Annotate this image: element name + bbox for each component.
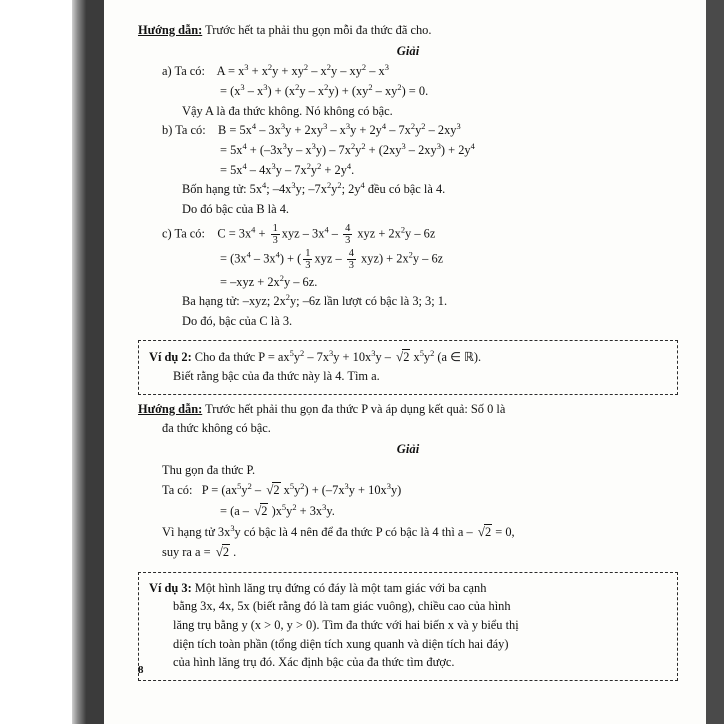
example-2-sol-line-1: Ta có: $P = (ax^5y^2 - √2$ $x^5y^2) + (-7x^3y + 10x^3y)$ (138, 481, 678, 500)
guide-label-2: Hướng dẫn: (138, 401, 203, 416)
example-2-lead: Ta có: (162, 483, 193, 498)
sqrt-symbol-4: √2 (477, 523, 492, 539)
sqrt-symbol-3: √2 (254, 502, 268, 518)
item-c-lead: c) Ta có: (162, 226, 205, 241)
item-b-line-1: b) Ta có: $B = 5x^4 - 3x^3y + 2xy^3 - x^3y + 2y^4 - 7x^2y^2 - 2xy^3$ (162, 121, 461, 138)
sqrt-symbol-5: √2 (215, 544, 230, 560)
fraction-four-thirds: $\frac{4}{3}$ (345, 222, 351, 246)
example-3-line-4: diện tích toàn phần (tổng diện tích xung quanh và diện tích hai đáy) (173, 636, 509, 651)
item-a-line-1: a) Ta có: $A = x^3 + x^2y + xy^2 - x^2y - xy^2 - x^3$ (162, 62, 389, 79)
item-b-lead: b) Ta có: (162, 123, 206, 138)
solution-heading-2: Giải (396, 441, 420, 456)
example-2-label: Ví dụ 2: (149, 350, 192, 365)
fraction-one-third-2: $\frac{1}{3}$ (305, 247, 311, 271)
guide-text-1: Trước hết ta phải thu gọn mỗi đa thức đã cho. (202, 23, 432, 37)
example-3-line-3: lăng trụ bằng y (x > 0, y > 0). Tìm đa thức với hai biến x và y biểu thị (173, 617, 519, 632)
item-c-line-2: = $(3x^4 - 3x^4)$ + ( $\frac{1}{3}$ xyz – $\frac{4}{3}$ $xyz) + 2x^2y - 6z$ (220, 247, 444, 271)
sqrt-symbol-2: √2 (266, 482, 280, 498)
book-gutter (86, 0, 104, 724)
example-3-text-1: Một hình lăng trụ đứng có đáy là một tam giác với ba cạnh (191, 580, 487, 595)
example-2-line-2: Biết rằng bậc của đa thức này là 4. Tìm a. (173, 368, 380, 383)
example-2-sol-line-0: Thu gọn đa thức P. (162, 462, 256, 477)
item-a-note: Vậy A là đa thức không. Nó không có bậc. (182, 103, 393, 118)
fraction-four-thirds-2: $\frac{4}{3}$ (348, 247, 354, 271)
example-2-sol-line-3: Vì hạng tử $3x^3y$ có bậc là 4 nên để đa thức P có bậc là 4 thì a – √2 = 0, (138, 523, 678, 542)
page-content (138, 22, 678, 687)
example-2-box (138, 340, 678, 394)
guide-text-2: Trước hết phải thu gọn đa thức P và áp dụng kết quả: Số 0 là (202, 401, 506, 416)
example-3-label: Ví dụ 3: (149, 580, 192, 595)
page-right-edge (706, 0, 724, 724)
page-number: 8 (138, 664, 144, 676)
item-c-line-3: = $-xyz + 2x^2y - 6z$. (220, 272, 318, 289)
item-b-note-2: Do đó bậc của B là 4. (182, 201, 290, 216)
example-2-sol-line-4: suy ra a = √2 . (138, 543, 678, 562)
page-left-margin (0, 0, 72, 724)
guide-label-1: Hướng dẫn: (138, 23, 203, 37)
example-3-box (138, 572, 678, 681)
book-gutter-shadow (72, 0, 86, 724)
item-a-line-2: = $(x^3 - x^3) + (x^2y - x^2y) + (xy^2 - xy^2) = 0$. (220, 81, 429, 99)
item-b-note-1: Bốn hạng tử: $5x^4$; $-4x^3y$; $-7x^2y^2$; $2y^4$ đều có bậc là 4. (182, 180, 446, 197)
item-a-lead: a) Ta có: (162, 64, 205, 79)
sqrt-symbol-1: √2 (396, 349, 410, 365)
page-paper (104, 0, 706, 724)
example-3-line-1 (149, 580, 667, 598)
solution-heading-1: Giải (396, 43, 420, 58)
example-2-sol-line-2: = (a – √2 )$x^5y^2 + 3x^3y$. (138, 502, 678, 521)
item-b-line-3: = $5x^4 - 4x^3y - 7x^2y^2 + 2y^4$. (220, 160, 355, 177)
example-3-line-5: của hình lăng trụ đó. Xác định bậc của đa thức tìm được. (173, 655, 455, 670)
guide-line-2 (138, 401, 678, 419)
guide-line-2b: đa thức không có bậc. (162, 421, 271, 436)
item-c-line-1: c) Ta có: $C = 3x^4$ + $\frac{1}{3}$ xyz – $3x^4$ – $\frac{4}{3}$ xyz + $2x^2y - 6z$ (162, 222, 436, 246)
example-2-line-1: Ví dụ 2: Cho đa thức $P = ax^5y^2 - 7x^3y + 10x^3y - √2$ $x^5y^2$ (a ∈ ℝ). (149, 348, 667, 367)
item-c-note-1: Ba hạng tử: –xyz; $2x^2y$; –6z lần lượt có bậc là 3; 3; 1. (182, 292, 448, 309)
item-c-note-2: Do đó, bậc của C là 3. (182, 313, 293, 328)
guide-line-1 (138, 22, 678, 40)
item-b-line-2: = $5x^4 + (-3x^3y - x^3y) - 7x^2y^2 + (2xy^3 - 2xy^3) + 2y^4$ (220, 140, 475, 157)
example-3-line-2: bằng 3x, 4x, 5x (biết rằng đó là tam giác vuông), chiều cao của hình (173, 599, 511, 614)
fraction-one-third: $\frac{1}{3}$ (272, 222, 278, 246)
